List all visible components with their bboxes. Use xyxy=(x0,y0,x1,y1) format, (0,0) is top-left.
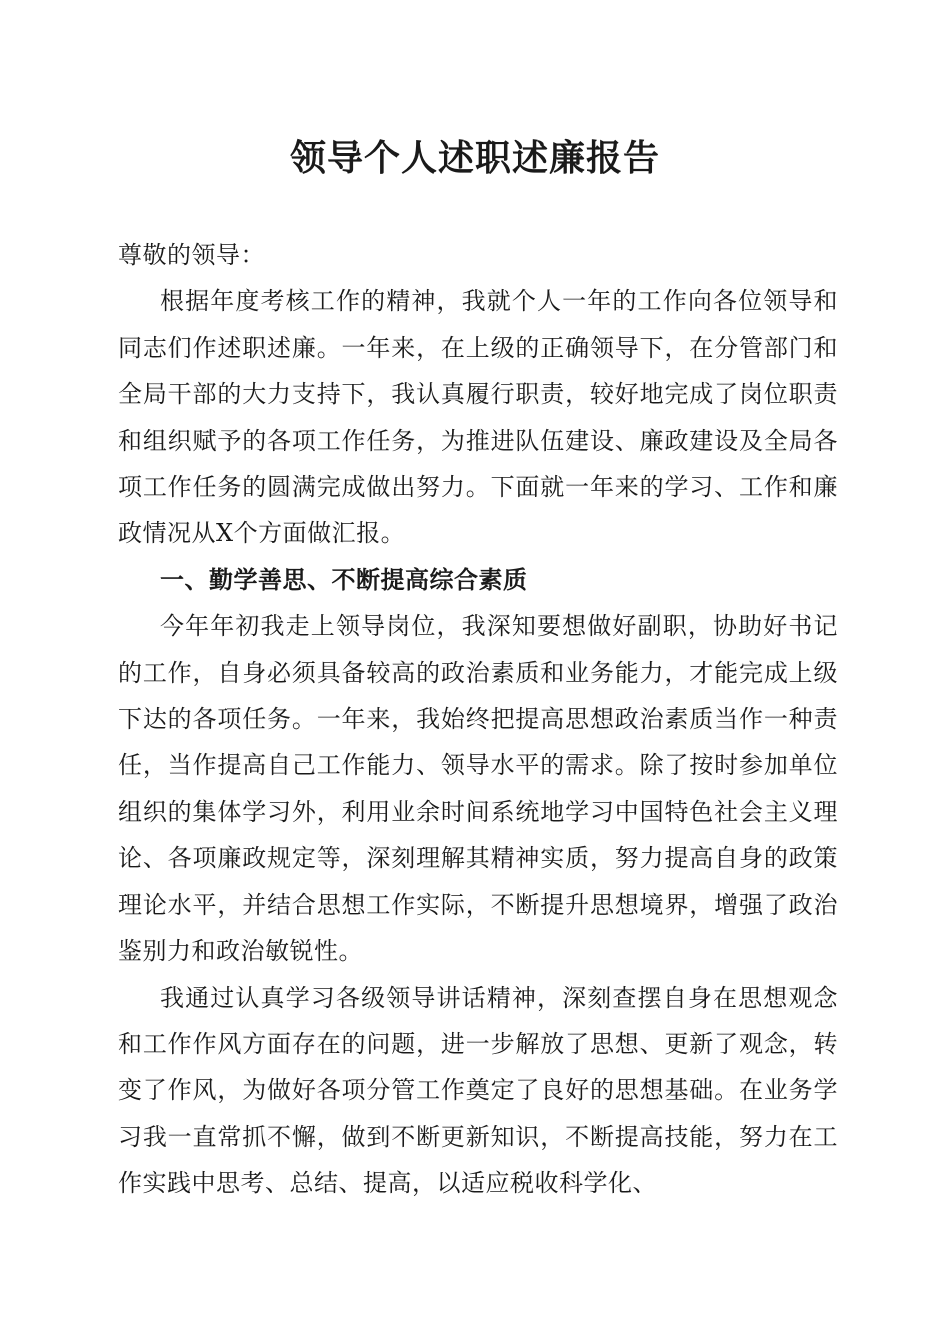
paragraph-study: 今年年初我走上领导岗位，我深知要想做好副职，协助好书记的工作，自身必须具备较高的政治素质和业务能力，才能完成上级下达的各项任务。一年来，我始终把提高思想政治素质当作一种责任，当作提高自己工作能力、领导水平的需求。除了按时参加单位组织的集体学习外，利用业余时间系统地学习中国特色社会主义理论、各项廉政规定等，深刻理解其精神实质，努力提高自身的政策理论水平，并结合思想工作实际，不断提升思想境界，增强了政治鉴别力和政治敏锐性。 xyxy=(118,612,838,966)
salutation: 尊敬的领导： xyxy=(118,241,265,269)
document-body xyxy=(118,232,838,1207)
section-heading-1: 一、勤学善思、不断提高综合素质 xyxy=(160,565,528,594)
paragraph-reflection: 我通过认真学习各级领导讲话精神，深刻查摆自身在思想观念和工作作风方面存在的问题，进一步解放了思想、更新了观念，转变了作风，为做好各项分管工作奠定了良好的思想基础。在业务学习我一直常抓不懈，做到不断更新知识，不断提高技能，努力在工作实践中思考、总结、提高，以适应税收科学化、 xyxy=(118,983,838,1198)
paragraph-intro: 根据年度考核工作的精神，我就个人一年的工作向各位领导和同志们作述职述廉。一年来，在上级的正确领导下，在分管部门和全局干部的大力支持下，我认真履行职责，较好地完成了岗位职责和组织赋予的各项工作任务，为推进队伍建设、廉政建设及全局各项工作任务的圆满完成做出努力。下面就一年来的学习、工作和廉政情况从X个方面做汇报。 xyxy=(118,287,838,548)
document-title: 领导个人述职述廉报告 xyxy=(289,138,660,179)
